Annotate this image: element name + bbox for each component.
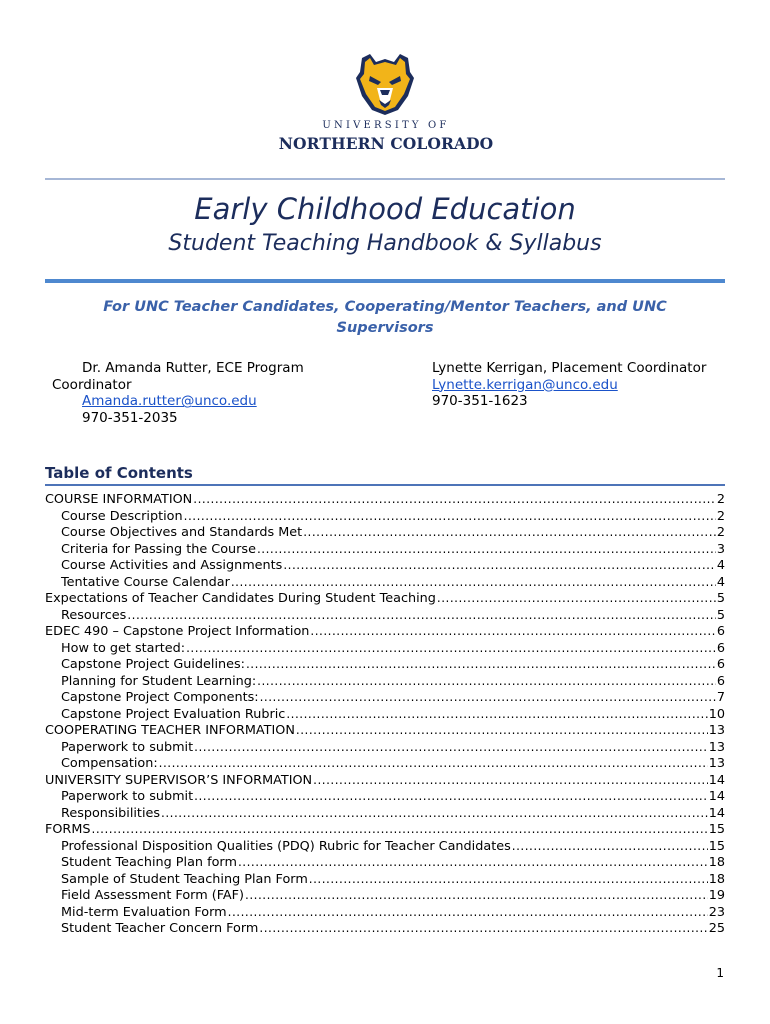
- toc-entry[interactable]: [45, 574, 725, 591]
- toc-entry-page: 18: [708, 871, 725, 887]
- toc-entry[interactable]: [45, 689, 725, 706]
- toc-entry-label: Mid-term Evaluation Form: [61, 904, 227, 920]
- toc-leader-dots: [259, 920, 707, 937]
- toc-leader-dots: [296, 722, 708, 739]
- toc-entry-page: 4: [716, 558, 725, 573]
- toc-entry-page: 6: [716, 624, 725, 639]
- contact-program-coordinator: [52, 360, 352, 427]
- toc-entry-label: Capstone Project Guidelines:: [61, 657, 245, 672]
- toc-entry-page: 10: [708, 706, 725, 722]
- toc-leader-dots: [512, 838, 708, 855]
- toc-leader-dots: [127, 607, 715, 624]
- toc-entry-page: 3: [716, 541, 725, 557]
- toc-entry-page: 19: [708, 888, 725, 903]
- toc-entry-label: Course Description: [61, 508, 183, 524]
- toc-entry[interactable]: [45, 590, 725, 607]
- toc-entry-label: UNIVERSITY SUPERVISOR’S INFORMATION: [45, 772, 313, 788]
- contact-placement-coordinator: [432, 360, 752, 410]
- toc-entry[interactable]: [45, 887, 725, 904]
- contact-phone: 970-351-2035: [82, 410, 178, 427]
- contact-name: Dr. Amanda Rutter, ECE Program: [82, 360, 304, 376]
- toc-entry-page: 6: [716, 657, 725, 672]
- toc-entry[interactable]: [45, 755, 725, 772]
- toc-entry[interactable]: [45, 623, 725, 640]
- toc-leader-dots: [257, 541, 716, 558]
- contact-name: Lynette Kerrigan, Placement Coordinator: [432, 360, 707, 376]
- toc-entry-page: 13: [708, 723, 725, 738]
- toc-entry[interactable]: [45, 920, 725, 937]
- toc-leader-dots: [194, 788, 708, 805]
- toc-leader-dots: [194, 739, 708, 756]
- toc-entry-page: 2: [716, 492, 725, 507]
- logo-text-northern-colorado: NORTHERN COLORADO: [278, 134, 494, 153]
- toc-leader-dots: [246, 656, 716, 673]
- toc-entry-page: 14: [708, 805, 725, 821]
- toc-entry[interactable]: [45, 673, 725, 690]
- toc-entry-label: Course Activities and Assignments: [61, 558, 283, 573]
- toc-entry-label: How to get started:: [61, 640, 186, 656]
- title-divider: [45, 279, 725, 283]
- toc-entry[interactable]: [45, 541, 725, 558]
- toc-leader-dots: [283, 557, 715, 574]
- toc-leader-dots: [92, 821, 708, 838]
- toc-entry-label: FORMS: [45, 822, 91, 837]
- toc-heading: Table of Contents: [45, 464, 193, 482]
- toc-entry-page: 6: [716, 673, 725, 689]
- contact-email-link[interactable]: Amanda.rutter@unco.edu: [82, 393, 257, 410]
- toc-entry[interactable]: [45, 904, 725, 921]
- toc-entry-label: Professional Disposition Qualities (PDQ) Rubric for Teacher Candidates: [61, 838, 511, 854]
- table-of-contents: [45, 491, 725, 937]
- toc-entry[interactable]: [45, 491, 725, 508]
- toc-entry[interactable]: [45, 640, 725, 657]
- toc-leader-dots: [257, 673, 716, 690]
- toc-entry-label: Paperwork to submit: [61, 789, 194, 804]
- toc-entry[interactable]: [45, 805, 725, 822]
- toc-leader-dots: [286, 706, 707, 723]
- toc-entry[interactable]: [45, 739, 725, 756]
- toc-entry-page: 7: [716, 690, 725, 705]
- toc-entry-label: Student Teaching Plan form: [61, 855, 237, 870]
- toc-leader-dots: [238, 854, 708, 871]
- contact-role: Coordinator: [52, 376, 132, 393]
- toc-entry[interactable]: [45, 838, 725, 855]
- toc-divider: [45, 484, 725, 486]
- toc-leader-dots: [309, 871, 708, 888]
- toc-entry-page: 25: [708, 921, 725, 936]
- toc-entry-label: Compensation:: [61, 756, 158, 771]
- toc-entry[interactable]: [45, 722, 725, 739]
- toc-entry-label: COURSE INFORMATION: [45, 492, 193, 507]
- toc-leader-dots: [228, 904, 708, 921]
- toc-entry-label: Expectations of Teacher Candidates During Student Teaching: [45, 591, 436, 606]
- header-divider: [45, 178, 725, 180]
- toc-leader-dots: [313, 772, 708, 789]
- toc-entry-label: Student Teacher Concern Form: [61, 921, 259, 936]
- contact-email-link[interactable]: Lynette.kerrigan@unco.edu: [432, 376, 618, 393]
- toc-entry-page: 5: [716, 591, 725, 606]
- document-title: Early Childhood Education: [194, 192, 576, 226]
- toc-entry[interactable]: [45, 706, 725, 723]
- toc-leader-dots: [161, 805, 708, 822]
- document-subtitle: Student Teaching Handbook & Syllabus: [168, 231, 602, 256]
- toc-entry-page: 5: [716, 607, 725, 623]
- toc-entry-page: 13: [708, 756, 725, 771]
- toc-entry-label: Tentative Course Calendar: [61, 574, 230, 590]
- toc-leader-dots: [303, 524, 716, 541]
- toc-entry[interactable]: [45, 821, 725, 838]
- toc-entry-label: Paperwork to submit: [61, 739, 194, 755]
- toc-leader-dots: [437, 590, 716, 607]
- toc-entry-page: 14: [708, 772, 725, 788]
- toc-entry-label: Responsibilities: [61, 805, 161, 821]
- toc-entry-page: 18: [708, 855, 725, 870]
- toc-entry-label: Resources: [61, 607, 127, 623]
- toc-entry-label: Criteria for Passing the Course: [61, 541, 256, 557]
- toc-entry[interactable]: [45, 557, 725, 574]
- contact-phone: 970-351-1623: [432, 393, 528, 410]
- toc-entry-page: 23: [708, 904, 725, 920]
- toc-entry-page: 2: [716, 508, 725, 524]
- toc-leader-dots: [159, 755, 708, 772]
- toc-entry-page: 15: [708, 838, 725, 854]
- toc-leader-dots: [231, 574, 716, 591]
- toc-entry[interactable]: [45, 607, 725, 624]
- toc-entry[interactable]: [45, 508, 725, 525]
- unc-logo: [262, 52, 510, 156]
- toc-entry-page: 4: [716, 574, 725, 590]
- toc-entry[interactable]: [45, 871, 725, 888]
- toc-entry[interactable]: [45, 788, 725, 805]
- toc-entry-page: 14: [708, 789, 725, 804]
- toc-entry-label: COOPERATING TEACHER INFORMATION: [45, 723, 295, 738]
- toc-entry-page: 15: [708, 822, 725, 837]
- toc-entry-page: 2: [716, 525, 725, 540]
- toc-entry-label: Field Assessment Form (FAF): [61, 888, 245, 903]
- toc-leader-dots: [245, 887, 708, 904]
- toc-entry[interactable]: [45, 656, 725, 673]
- toc-leader-dots: [184, 508, 716, 525]
- toc-entry-label: Planning for Student Learning:: [61, 673, 257, 689]
- toc-entry-label: Course Objectives and Standards Met: [61, 525, 303, 540]
- toc-entry-page: 13: [708, 739, 725, 755]
- toc-leader-dots: [260, 689, 716, 706]
- audience-statement: For UNC Teacher Candidates, Cooperating/Mentor Teachers, and UNC Supervisors: [103, 299, 667, 336]
- toc-leader-dots: [193, 491, 716, 508]
- bear-mascot-icon: [354, 52, 416, 116]
- toc-leader-dots: [310, 623, 715, 640]
- toc-entry-label: EDEC 490 – Capstone Project Information: [45, 624, 310, 639]
- logo-text-university-of: UNIVERSITY OF: [322, 120, 450, 131]
- toc-entry-page: 6: [716, 640, 725, 656]
- toc-entry[interactable]: [45, 772, 725, 789]
- toc-entry-label: Capstone Project Evaluation Rubric: [61, 706, 286, 722]
- toc-entry[interactable]: [45, 524, 725, 541]
- toc-entry-label: Capstone Project Components:: [61, 690, 259, 705]
- page-number: 1: [716, 966, 724, 980]
- toc-leader-dots: [186, 640, 716, 657]
- toc-entry-label: Sample of Student Teaching Plan Form: [61, 871, 308, 887]
- toc-entry[interactable]: [45, 854, 725, 871]
